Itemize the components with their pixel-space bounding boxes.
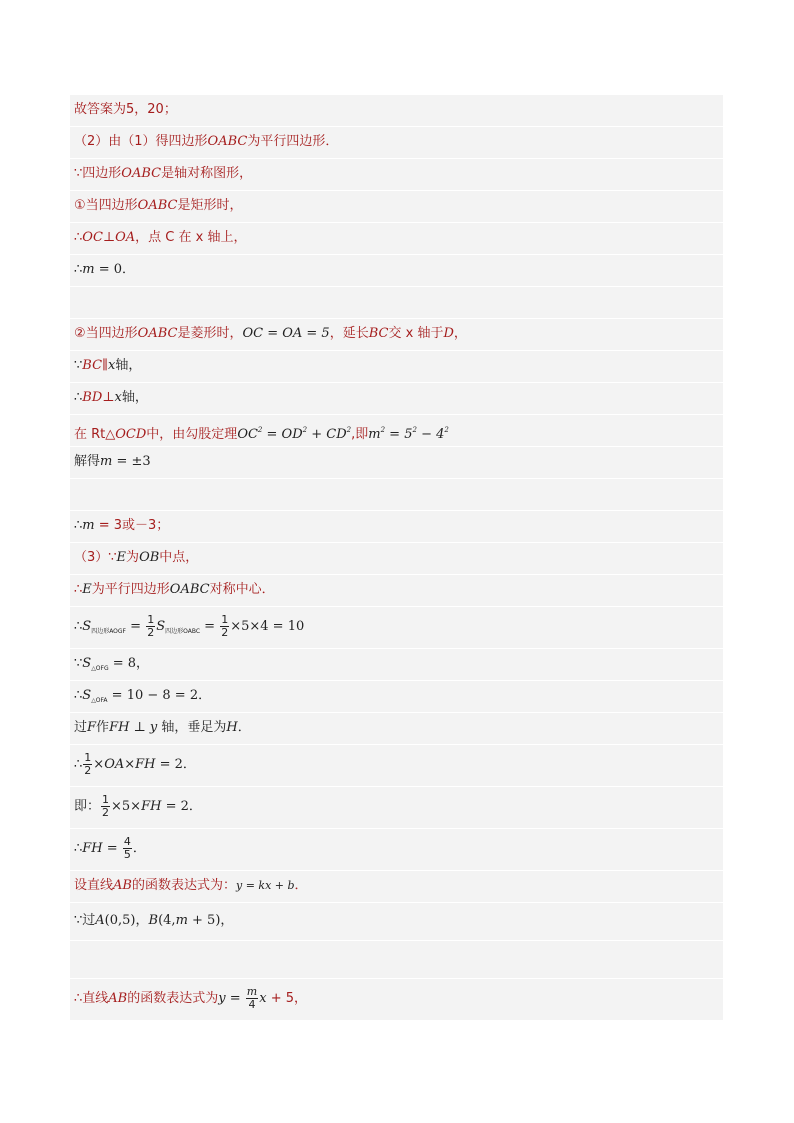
math: OABC — [169, 582, 210, 597]
math: D — [443, 326, 454, 341]
math: = OD — [262, 427, 303, 442]
text: ∴ — [74, 757, 83, 772]
text: ∴ — [74, 582, 83, 597]
text: ∴直线 — [74, 991, 109, 1006]
math: S — [156, 619, 166, 634]
line-case-rhombus — [70, 319, 723, 351]
blank-line — [70, 941, 723, 979]
fraction — [220, 614, 229, 639]
math: OABC — [137, 198, 178, 213]
sup: 2 — [444, 426, 449, 434]
text: 为 — [126, 550, 140, 565]
text: 中，由勾股定理 — [146, 427, 238, 442]
line-fh-perp — [70, 713, 723, 745]
math: m — [100, 454, 113, 469]
text: ∵ — [74, 358, 83, 373]
line-oc-perp-oa — [70, 223, 723, 255]
text: ∵四边形 — [74, 166, 122, 181]
text: ②当四边形 — [74, 326, 138, 341]
line-set-ab — [70, 871, 723, 903]
math: S — [82, 688, 92, 703]
sup: 2 — [346, 426, 352, 434]
math: x — [259, 991, 267, 1006]
text: ，点 C 在 x 轴上， — [135, 230, 247, 245]
text: 解得 — [74, 454, 101, 469]
math: OC⊥OA — [82, 230, 136, 245]
line-half-oa-fh — [70, 745, 723, 787]
math: = 2． — [161, 799, 202, 814]
math: m — [368, 427, 381, 442]
text: ∴ — [74, 390, 83, 405]
numerator: 1 — [84, 751, 92, 764]
math: x — [108, 358, 116, 373]
text: ∵ — [74, 656, 83, 671]
line-bc-parallel — [70, 351, 723, 383]
text: ． — [294, 878, 308, 893]
math: × — [124, 757, 136, 772]
text: + 5， — [266, 991, 307, 1006]
math: = ±3 — [112, 454, 151, 469]
text: 中点， — [159, 550, 199, 565]
math: (0,5) — [104, 913, 136, 928]
math: ×5×4 = 10 — [230, 619, 305, 634]
fraction — [101, 794, 110, 819]
math: E — [116, 550, 127, 565]
math: H — [226, 720, 238, 735]
numerator: 1 — [102, 793, 110, 806]
math: y — [149, 720, 158, 735]
text: 是菱形时， — [177, 326, 243, 341]
line-solve-m — [70, 447, 723, 479]
math: + CD — [307, 427, 347, 442]
math: FH — [82, 841, 103, 856]
denominator: 5 — [123, 848, 131, 861]
denominator: 4 — [248, 998, 256, 1011]
subscript: △OFG — [91, 665, 109, 672]
subscript: △OFA — [91, 697, 108, 704]
text: 对称中心． — [209, 582, 275, 597]
fraction — [146, 614, 155, 639]
math: OABC — [121, 166, 162, 181]
math: AB — [113, 878, 132, 893]
blank-line — [70, 479, 723, 511]
subscript: 四边形OABC — [165, 628, 201, 635]
line-part2-intro — [70, 127, 723, 159]
text: 轴， — [121, 390, 148, 405]
math: m — [82, 518, 95, 533]
math: ×5× — [111, 799, 142, 814]
text: ， — [135, 913, 149, 928]
numerator: 4 — [123, 835, 131, 848]
text: ∴ — [74, 841, 83, 856]
math: AB — [108, 991, 128, 1006]
line-pythagoras — [70, 415, 723, 447]
text: 轴，垂足为 — [157, 720, 227, 735]
math: OA — [104, 757, 125, 772]
text: 的函数表达式为 — [127, 991, 219, 1006]
math: = — [200, 619, 220, 634]
text: 是轴对称图形， — [161, 166, 253, 181]
math: = 0． — [94, 262, 136, 277]
text: 为平行四边形． — [247, 134, 339, 149]
text: ∴ — [74, 262, 83, 277]
text: 过 — [74, 720, 88, 735]
math: FH — [135, 757, 156, 772]
numerator: 1 — [221, 613, 229, 626]
math: OB — [139, 550, 160, 565]
text: ， — [453, 326, 467, 341]
text: 设直线 — [74, 878, 114, 893]
line-area-ofg — [70, 649, 723, 681]
math: m — [175, 913, 188, 928]
text: 在 Rt△ — [74, 427, 116, 442]
denominator: 2 — [84, 764, 92, 777]
math: m — [82, 262, 95, 277]
math: A — [95, 913, 105, 928]
text: ,即 — [351, 427, 369, 442]
text: = 3或－3； — [94, 518, 170, 533]
fraction — [246, 986, 258, 1011]
sup: 2 — [302, 426, 308, 434]
math: y — [218, 991, 226, 1006]
line-symmetry-center — [70, 575, 723, 607]
math: OC = OA = 5 — [242, 326, 330, 341]
line-bd-perp — [70, 383, 723, 415]
text: 作 — [96, 720, 110, 735]
sup: 2 — [257, 426, 263, 434]
subscript: 四边形AOGF — [91, 628, 127, 635]
denominator: 2 — [147, 626, 155, 639]
text: ∴ — [74, 518, 83, 533]
text: 故答案为5，20； — [74, 102, 177, 117]
math: OABC — [207, 134, 248, 149]
math: = — [126, 619, 146, 634]
math: y = kx + b — [235, 879, 295, 892]
math: BD⊥ — [82, 390, 115, 405]
math: FH — [109, 720, 130, 735]
math: BC — [368, 326, 389, 341]
math: OCD — [115, 427, 147, 442]
line-case-rectangle — [70, 191, 723, 223]
line-through-points — [70, 903, 723, 941]
text: 为平行四边形 — [91, 582, 170, 597]
denominator: 2 — [102, 806, 110, 819]
text: ， — [220, 913, 234, 928]
equation — [368, 427, 449, 442]
sup: 2 — [412, 426, 417, 434]
text: 即： — [74, 799, 101, 814]
text: ∴ — [74, 230, 83, 245]
text: ∴ — [74, 688, 83, 703]
numerator: m — [246, 985, 258, 998]
math: = 5 — [385, 427, 413, 442]
math: BC∥ — [82, 358, 109, 373]
line-axis-symmetric — [70, 159, 723, 191]
solution-document — [70, 95, 723, 1021]
equation — [237, 427, 351, 442]
math: x — [114, 390, 122, 405]
numerator: 1 — [147, 613, 155, 626]
math: = 10 − 8 = 2． — [107, 688, 212, 703]
math: B — [148, 913, 159, 928]
text: ①当四边形 — [74, 198, 138, 213]
fraction — [83, 752, 92, 777]
math: (4, — [158, 913, 176, 928]
denominator: 2 — [221, 626, 229, 639]
text: （3）∵ — [74, 550, 117, 565]
line-area-quad — [70, 607, 723, 649]
math: = — [102, 841, 122, 856]
line-ab-result — [70, 979, 723, 1021]
line-m-zero — [70, 255, 723, 287]
text: ∵过 — [74, 913, 96, 928]
math: F — [87, 720, 97, 735]
line-fh-value — [70, 829, 723, 871]
math: ⊥ — [129, 720, 150, 735]
line-answer — [70, 95, 723, 127]
line-part3-intro — [70, 543, 723, 575]
line-area-ofa — [70, 681, 723, 713]
text: ． — [237, 720, 251, 735]
math: S — [82, 619, 92, 634]
line-m-result — [70, 511, 723, 543]
math: E — [82, 582, 92, 597]
text: 是矩形时， — [177, 198, 243, 213]
math: = — [225, 991, 245, 1006]
text: ． — [132, 841, 146, 856]
sup: 2 — [380, 426, 386, 434]
math: OC — [237, 427, 258, 442]
text: 轴， — [115, 358, 142, 373]
math: OABC — [137, 326, 178, 341]
math: + 5) — [187, 913, 221, 928]
text: （2）由（1）得四边形 — [74, 134, 208, 149]
math: S — [82, 656, 92, 671]
math: = 2． — [155, 757, 196, 772]
line-half-5-fh — [70, 787, 723, 829]
fraction — [123, 836, 132, 861]
text: 的函数表达式为： — [131, 878, 236, 893]
math: FH — [141, 799, 162, 814]
math: = 8， — [108, 656, 150, 671]
text: 交 x 轴于 — [388, 326, 444, 341]
blank-line — [70, 287, 723, 319]
math: × — [93, 757, 105, 772]
math: − 4 — [416, 427, 445, 442]
text: ，延长 — [329, 326, 369, 341]
text: ∴ — [74, 619, 83, 634]
